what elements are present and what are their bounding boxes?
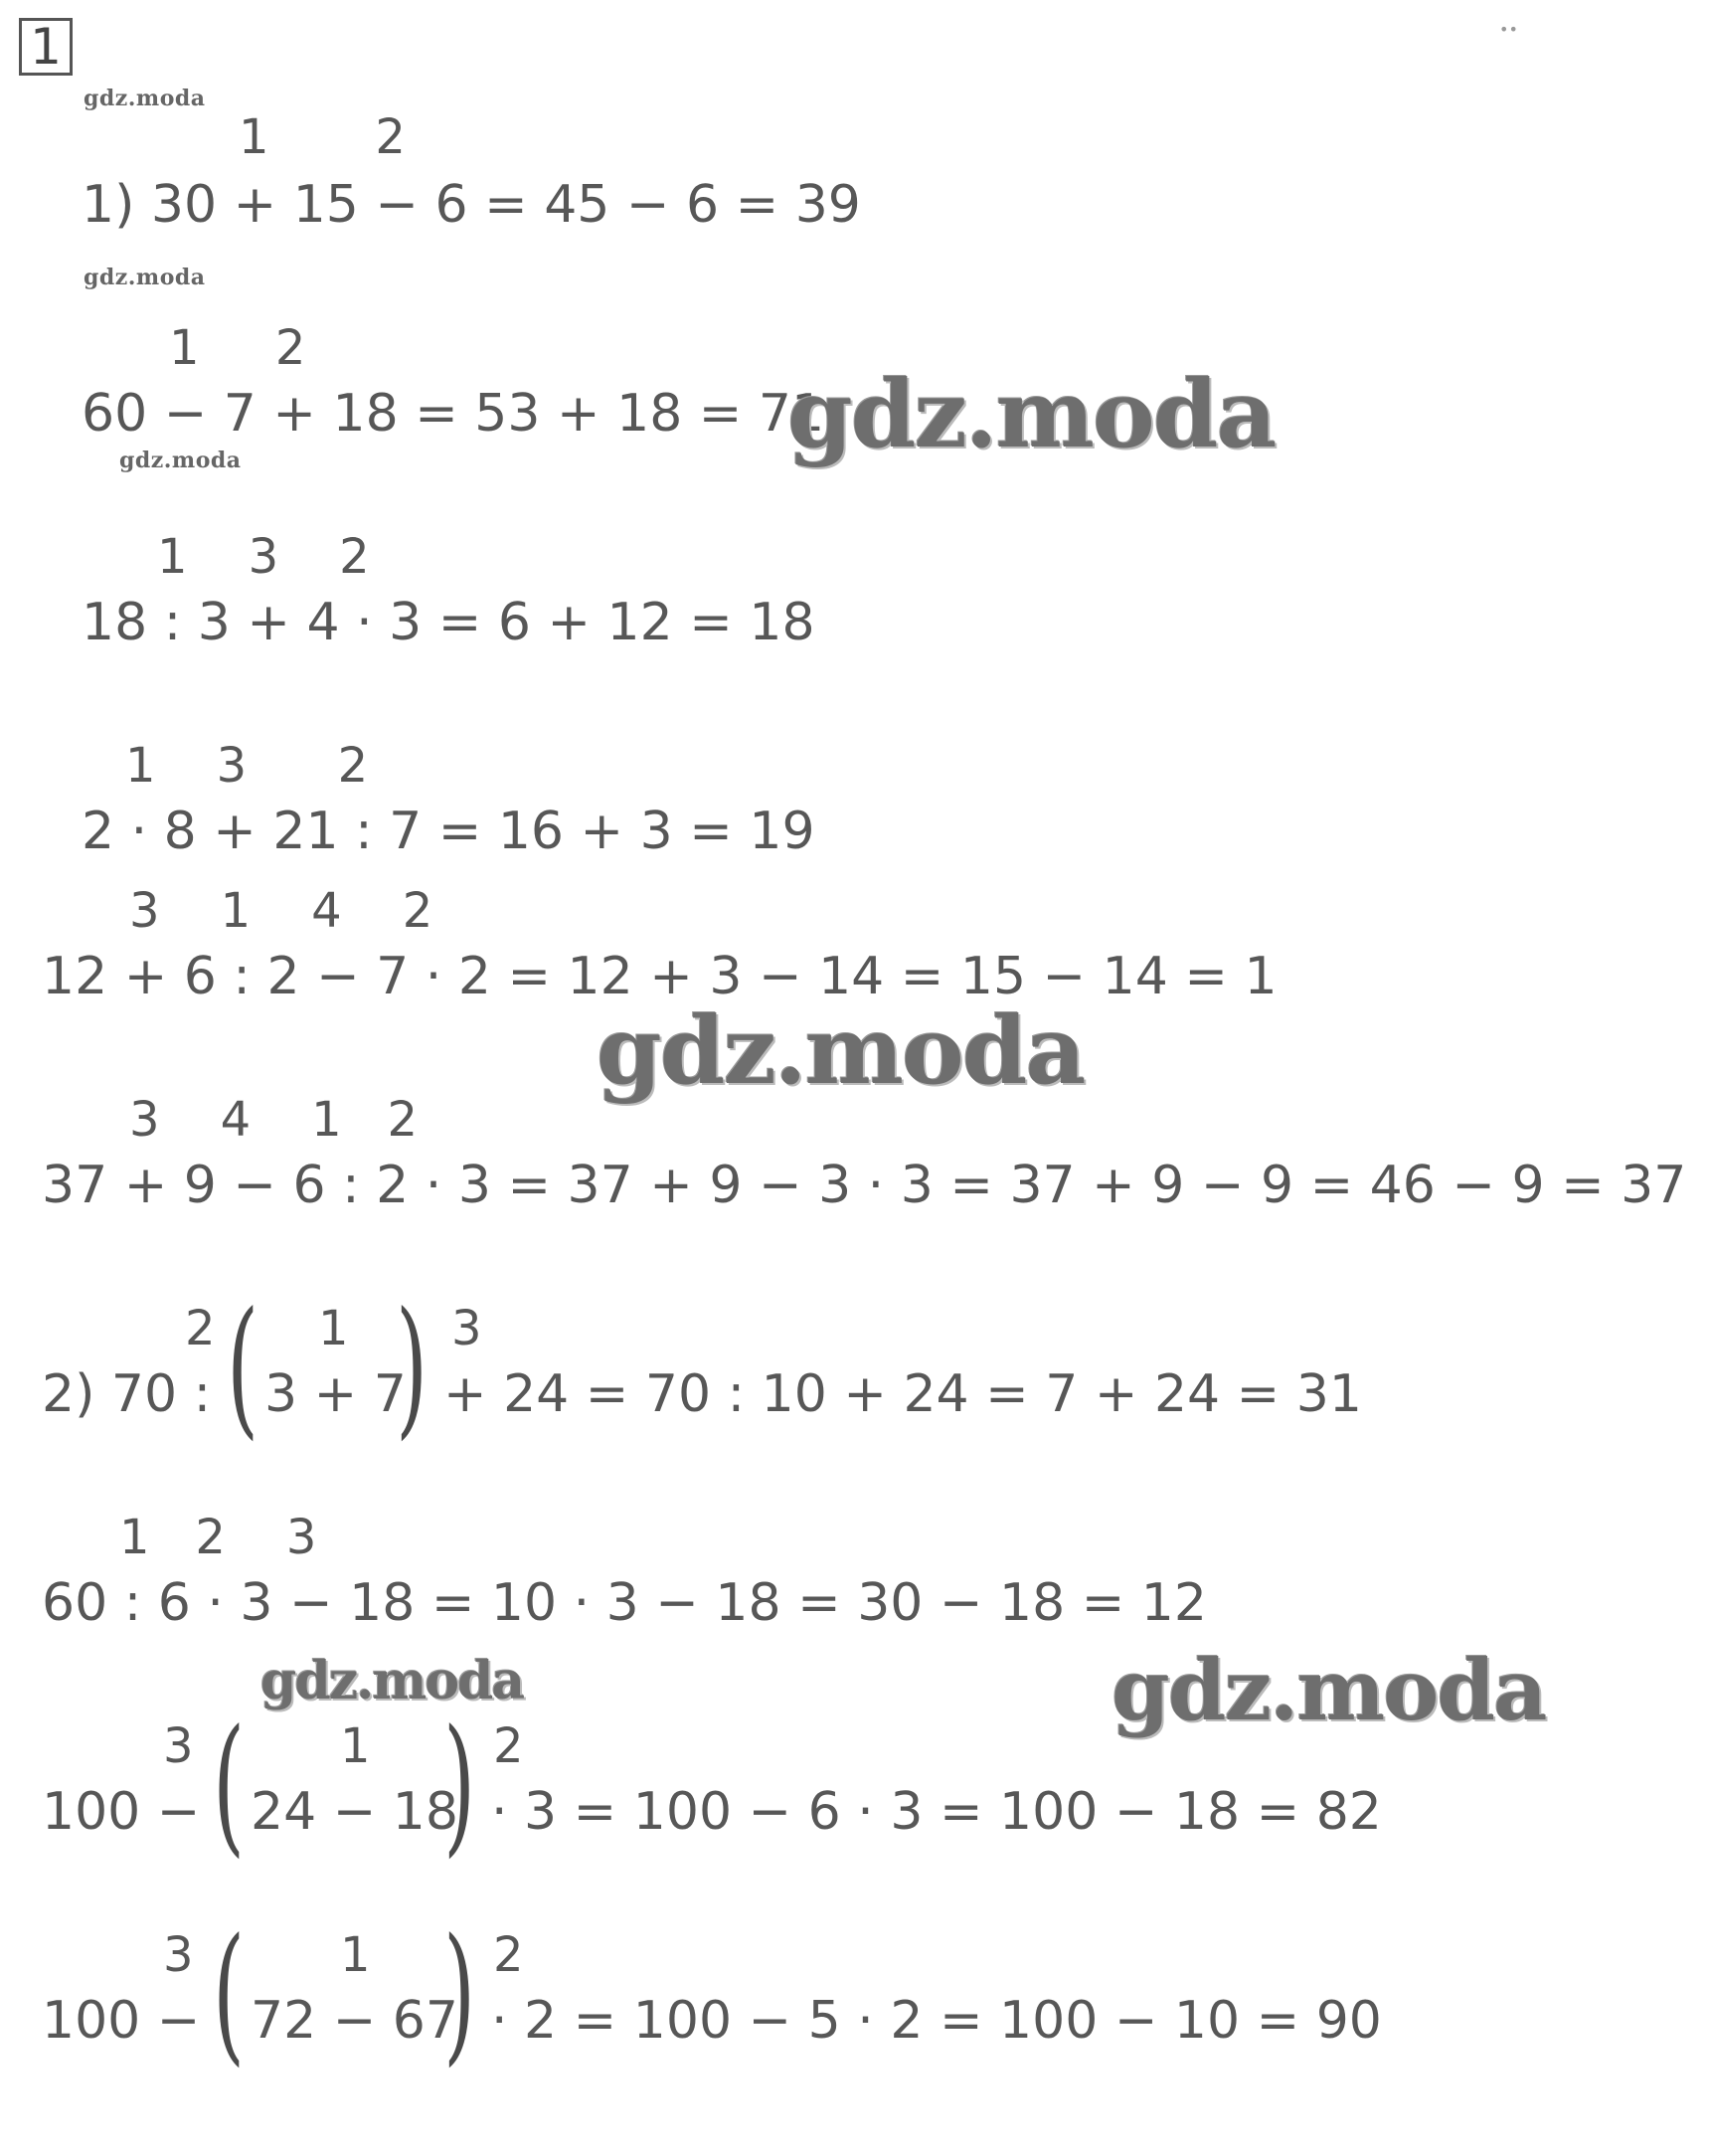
- expression-end: · 2 = 100 − 5 · 2 = 100 − 10 = 90: [491, 1991, 1382, 2051]
- watermark-large: gdz.moda: [597, 996, 1085, 1106]
- right-parenthesis: ): [443, 1907, 476, 2080]
- expression-start: 100 −: [42, 1991, 201, 2051]
- expression: 1) 30 + 15 − 6 = 45 − 6 = 39: [82, 175, 861, 235]
- corner-mark: ••: [1499, 20, 1518, 39]
- order-numbers: 1 3 2: [125, 738, 369, 794]
- order-number: 1: [318, 1301, 349, 1356]
- order-numbers: 1 3 2: [157, 529, 370, 585]
- watermark-small: gdz.moda: [84, 265, 206, 290]
- watermark-small: gdz.moda: [84, 86, 206, 111]
- expression-end: + 24 = 70 : 10 + 24 = 7 + 24 = 31: [443, 1364, 1362, 1424]
- task-number: 1: [19, 18, 73, 76]
- expression: 60 − 7 + 18 = 53 + 18 = 71: [82, 384, 825, 444]
- expression-inner: 3 + 7: [264, 1364, 407, 1424]
- expression: 37 + 9 − 6 : 2 · 3 = 37 + 9 − 3 · 3 = 37 + 9 − 9 = 46 − 9 = 37: [42, 1156, 1687, 1215]
- expression: 18 : 3 + 4 · 3 = 6 + 12 = 18: [82, 593, 815, 652]
- expression-end: · 3 = 100 − 6 · 3 = 100 − 18 = 82: [491, 1782, 1382, 1842]
- order-numbers: 3 4 1 2: [129, 1092, 418, 1148]
- right-parenthesis: ): [443, 1699, 476, 1872]
- order-number: 2: [493, 1718, 524, 1774]
- expression-start: 100 −: [42, 1782, 201, 1842]
- order-number: 3: [451, 1301, 482, 1356]
- order-number: 1: [340, 1718, 371, 1774]
- right-parenthesis: ): [396, 1281, 428, 1454]
- watermark-large: gdz.moda: [1112, 1641, 1546, 1739]
- order-number: 2: [185, 1301, 216, 1356]
- order-number: 3: [163, 1927, 194, 1983]
- watermark-medium: gdz.moda: [260, 1651, 524, 1711]
- order-numbers: 1 2: [169, 320, 306, 376]
- order-numbers: 1 2: [239, 109, 406, 165]
- watermark-large: gdz.moda: [787, 360, 1276, 469]
- expression: 12 + 6 : 2 − 7 · 2 = 12 + 3 − 14 = 15 − 14 = 1: [42, 947, 1278, 1006]
- left-parenthesis: (: [213, 1907, 246, 2080]
- order-number: 3: [163, 1718, 194, 1774]
- order-number: 1: [340, 1927, 371, 1983]
- expression-start: 2) 70 :: [42, 1364, 212, 1424]
- expression: 60 : 6 · 3 − 18 = 10 · 3 − 18 = 30 − 18 = 12: [42, 1573, 1207, 1633]
- watermark-small: gdz.moda: [119, 448, 242, 473]
- left-parenthesis: (: [213, 1699, 246, 1872]
- order-numbers: 1 2 3: [119, 1510, 317, 1565]
- order-number: 2: [493, 1927, 524, 1983]
- order-numbers: 3 1 4 2: [129, 883, 433, 939]
- expression-inner: 24 − 18: [251, 1782, 458, 1842]
- left-parenthesis: (: [227, 1281, 259, 1454]
- expression-inner: 72 − 67: [251, 1991, 458, 2051]
- expression: 2 · 8 + 21 : 7 = 16 + 3 = 19: [82, 802, 815, 861]
